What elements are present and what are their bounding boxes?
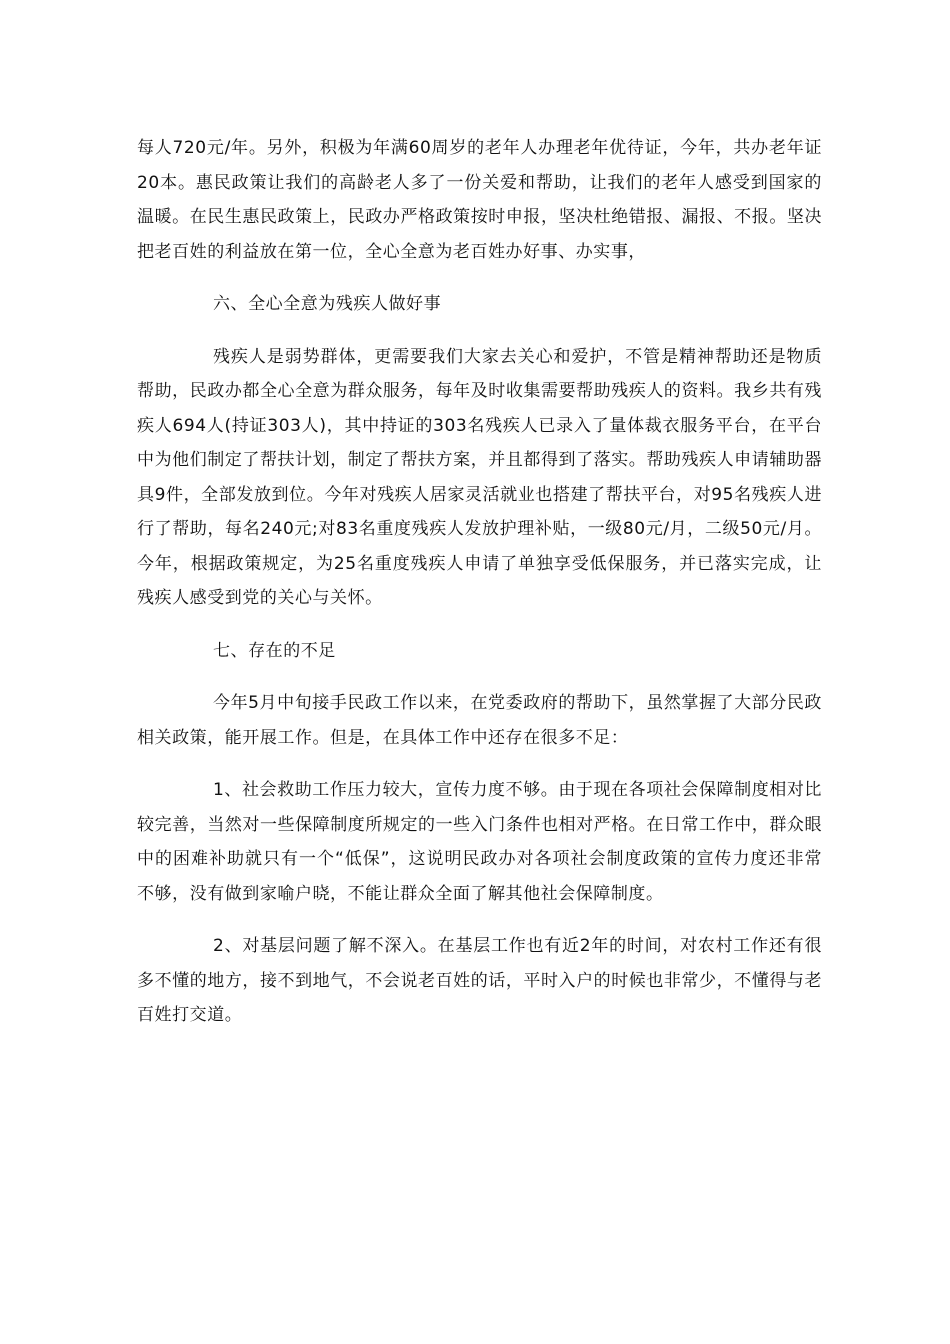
document-page: [137, 131, 822, 1033]
paragraph-shortcoming-1: 1、社会救助工作压力较大，宣传力度不够。由于现在各项社会保障制度相对比较完善，当然对一些保障制度所规定的一些入门条件也相对严格。在日常工作中，群众眼中的困难补助就只有一个“低保”，这说明民政办对各项社会制度政策的宣传力度还非常不够，没有做到家喻户晓，不能让群众全面了解其他社会保障制度。: [137, 780, 822, 904]
paragraph-shortcomings-intro: 今年5月中旬接手民政工作以来，在党委政府的帮助下，虽然掌握了大部分民政相关政策，能开展工作。但是，在具体工作中还存在很多不足：: [137, 693, 822, 748]
section-heading-shortcomings: 七、存在的不足: [213, 640, 336, 661]
paragraph-elderly-benefits: 每人720元/年。另外，积极为年满60周岁的老年人办理老年优待证，今年，共办老年证20本。惠民政策让我们的高龄老人多了一份关爱和帮助，让我们的老年人感受到国家的温暖。在民生惠民政策上，民政办严格政策按时申报，坚决杜绝错报、漏报、不报。坚决把老百姓的利益放在第一位，全心全意为老百姓办好事、办实事，: [137, 138, 822, 262]
paragraph-disabled-services: 残疾人是弱势群体，更需要我们大家去关心和爱护，不管是精神帮助还是物质帮助，民政办都全心全意为群众服务，每年及时收集需要帮助残疾人的资料。我乡共有残疾人694人(持证303人)，其中持证的303名残疾人已录入了量体裁衣服务平台，在平台中为他们制定了帮扶计划，制定了帮扶方案，并且都得到了落实。帮助残疾人申请辅助器具9件，全部发放到位。今年对残疾人居家灵活就业也搭建了帮扶平台，对95名残疾人进行了帮助，每名240元;对83名重度残疾人发放护理补贴，一级80元/月，二级50元/月。今年，根据政策规定，为25名重度残疾人申请了单独享受低保服务，并已落实完成，让残疾人感受到党的关心与关怀。: [137, 346, 822, 608]
paragraph-shortcoming-2: 2、对基层问题了解不深入。在基层工作也有近2年的时间，对农村工作还有很多不懂的地方，接不到地气，不会说老百姓的话，平时入户的时候也非常少，不懂得与老百姓打交道。: [137, 936, 822, 1025]
section-heading-disabled-services: 六、全心全意为残疾人做好事: [213, 294, 442, 314]
